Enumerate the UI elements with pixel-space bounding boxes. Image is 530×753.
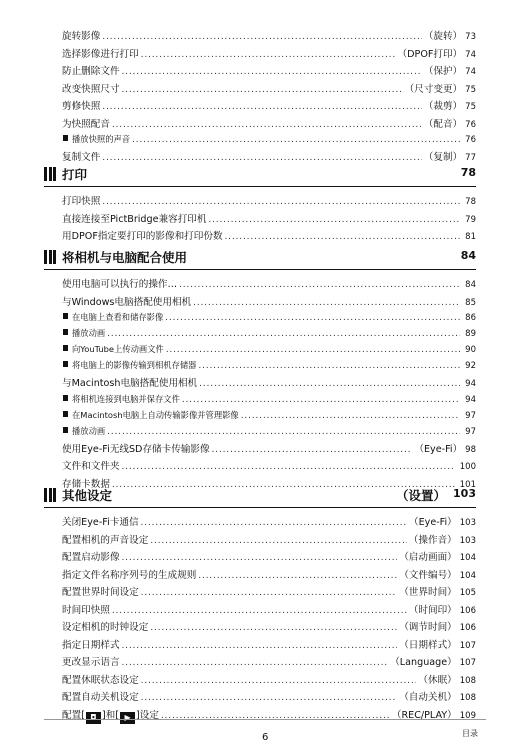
entry-menu-key: （保护） bbox=[423, 66, 463, 77]
entry-title: 播放快照的声音 bbox=[62, 133, 130, 145]
entry-page: 107 bbox=[459, 658, 476, 668]
entry-menu-key: （休眠） bbox=[418, 674, 457, 686]
entry-title: 配置相机的声音设定 bbox=[62, 534, 149, 546]
entry-title: 用DPOF指定要打印的影像和打印份数 bbox=[62, 231, 223, 242]
toc-entry[interactable] bbox=[62, 393, 476, 409]
entry-page: 97 bbox=[465, 426, 476, 437]
entry-page: 74 bbox=[465, 67, 476, 77]
dot-leader bbox=[225, 232, 461, 242]
dot-leader bbox=[122, 553, 398, 563]
toc-entry[interactable] bbox=[62, 602, 476, 620]
entry-page: 86 bbox=[465, 313, 476, 323]
entry-menu-key: （Eye-Fi） bbox=[414, 443, 463, 455]
dot-leader bbox=[122, 85, 403, 95]
toc-entry[interactable] bbox=[62, 327, 476, 343]
section-bar-icon bbox=[44, 488, 56, 502]
dot-leader bbox=[122, 67, 422, 77]
entry-page: 85 bbox=[465, 297, 476, 308]
dot-leader bbox=[122, 641, 398, 651]
entry-page: 106 bbox=[459, 623, 476, 633]
toc-entry[interactable] bbox=[62, 294, 476, 312]
entry-page: 108 bbox=[459, 693, 476, 703]
toc-entry[interactable] bbox=[62, 375, 476, 393]
entry-title: 复制文件 bbox=[62, 152, 101, 163]
toc-entry[interactable] bbox=[62, 689, 476, 707]
entry-page: 106 bbox=[459, 605, 476, 616]
dot-leader bbox=[141, 50, 396, 60]
toc-entry[interactable] bbox=[62, 133, 476, 149]
toc-entry[interactable] bbox=[62, 532, 476, 550]
section-title: 打印 bbox=[62, 167, 88, 182]
entry-title: 配置世界时间设定 bbox=[62, 587, 139, 598]
entry-title: 在Macintosh电脑上自动传输影像并管理影像 bbox=[62, 409, 239, 421]
entry-title: 关闭Eye-Fi卡通信 bbox=[62, 517, 139, 528]
entry-page: 103 bbox=[459, 535, 476, 546]
entry-menu-key: （Language） bbox=[390, 657, 457, 668]
entry-menu-key: （时间印） bbox=[408, 604, 457, 616]
dot-leader bbox=[141, 518, 407, 528]
dot-leader bbox=[193, 298, 460, 308]
dot-leader bbox=[198, 361, 460, 371]
section-title: 将相机与电脑配合使用 bbox=[62, 250, 188, 265]
toc-entry[interactable] bbox=[62, 567, 476, 585]
entry-menu-key: （Eye-Fi） bbox=[408, 517, 457, 528]
entry-menu-key: （操作音） bbox=[408, 534, 457, 546]
entry-page: 107 bbox=[459, 640, 476, 651]
entry-menu-key: （世界时间） bbox=[399, 587, 457, 598]
toc-entry[interactable] bbox=[62, 28, 476, 46]
entry-menu-key: （REC/PLAY） bbox=[391, 709, 457, 721]
dot-leader bbox=[198, 571, 397, 581]
toc-block-computer bbox=[62, 276, 476, 493]
entry-title: 与Windows电脑搭配使用相机 bbox=[62, 296, 192, 308]
entry-page: 84 bbox=[465, 280, 476, 290]
section-page[interactable]: 78 bbox=[460, 166, 476, 179]
entry-title: 播放动画 bbox=[62, 327, 105, 339]
entry-title: 与Macintosh电脑搭配使用相机 bbox=[62, 378, 198, 389]
entry-page: 108 bbox=[459, 675, 476, 686]
entry-menu-key: （启动画面） bbox=[399, 552, 457, 563]
entry-title: 旋转影像 bbox=[62, 31, 101, 42]
footer-divider bbox=[44, 719, 486, 720]
dot-leader bbox=[165, 313, 460, 323]
toc-entry[interactable] bbox=[62, 63, 476, 81]
section-bar-icon bbox=[44, 250, 56, 264]
entry-title: 直接连接至PictBridge兼容打印机 bbox=[62, 213, 207, 225]
toc-entry[interactable] bbox=[62, 672, 476, 690]
dot-leader bbox=[122, 462, 455, 472]
entry-title: 配置休眠状态设定 bbox=[62, 674, 139, 686]
entry-page: 81 bbox=[465, 232, 476, 242]
dot-leader bbox=[166, 345, 460, 355]
play-icon: ▶ bbox=[120, 712, 135, 724]
dot-leader bbox=[141, 588, 397, 598]
section-header-settings bbox=[44, 485, 476, 508]
entry-title: 将相机连接到电脑并保存文件 bbox=[62, 393, 180, 405]
toc-entry[interactable] bbox=[62, 458, 476, 476]
entry-title: 配置启动影像 bbox=[62, 552, 120, 563]
toc-entry[interactable] bbox=[62, 343, 476, 359]
toc-entry[interactable] bbox=[62, 441, 476, 459]
entry-page: 73 bbox=[465, 32, 476, 42]
entry-title: 在电脑上查看和储存影像 bbox=[62, 311, 163, 323]
toc-entry[interactable] bbox=[62, 228, 476, 246]
entry-page: 90 bbox=[465, 345, 476, 355]
entry-title: 指定文件名称序列号的生成规则 bbox=[62, 569, 197, 581]
entry-menu-key: （调节时间） bbox=[399, 622, 457, 633]
toc-entry[interactable] bbox=[62, 549, 476, 567]
toc-entry[interactable] bbox=[62, 514, 476, 532]
entry-title: 选择影像进行打印 bbox=[62, 48, 139, 60]
entry-page: 104 bbox=[459, 570, 476, 581]
entry-page: 89 bbox=[465, 329, 476, 339]
entry-page: 77 bbox=[465, 153, 476, 163]
entry-page: 78 bbox=[465, 197, 476, 207]
entry-title: 防止删除文件 bbox=[62, 66, 120, 77]
entry-menu-key: （配音） bbox=[423, 118, 463, 130]
entry-title: 使用电脑可以执行的操作… bbox=[62, 279, 178, 290]
entry-title: 文件和文件夹 bbox=[62, 461, 120, 472]
entry-menu-key: （日期样式） bbox=[399, 639, 457, 651]
dot-leader bbox=[241, 411, 460, 421]
entry-menu-key: （文件编号） bbox=[399, 569, 457, 581]
toc-entry[interactable] bbox=[62, 425, 476, 441]
entry-title: 配置自动关机设定 bbox=[62, 692, 139, 703]
dot-leader bbox=[209, 215, 461, 225]
entry-page: 94 bbox=[465, 394, 476, 405]
entry-title: 改变快照尺寸 bbox=[62, 83, 120, 95]
entry-page: 92 bbox=[465, 361, 476, 371]
entry-page: 94 bbox=[465, 379, 476, 389]
toc-entry[interactable] bbox=[62, 46, 476, 64]
toc-entry[interactable] bbox=[62, 584, 476, 602]
entry-page: 79 bbox=[465, 214, 476, 225]
dot-leader bbox=[102, 153, 421, 163]
entry-title: 为快照配音 bbox=[62, 118, 110, 130]
entry-menu-key: （裁剪） bbox=[423, 101, 463, 112]
toc-entry[interactable] bbox=[62, 311, 476, 327]
dot-leader bbox=[122, 658, 389, 668]
toc-entry[interactable] bbox=[62, 637, 476, 655]
toc-entry[interactable] bbox=[62, 116, 476, 134]
toc-block-settings bbox=[62, 514, 476, 724]
toc-entry[interactable] bbox=[62, 619, 476, 637]
dot-leader bbox=[150, 536, 406, 546]
page-number: 6 bbox=[262, 732, 269, 743]
toc-entry[interactable] bbox=[62, 211, 476, 229]
entry-title: 时间印快照 bbox=[62, 604, 110, 616]
dot-leader bbox=[102, 102, 421, 112]
entry-page: 74 bbox=[465, 49, 476, 60]
section-header-computer bbox=[44, 247, 476, 270]
entry-title: 配置[ ◘ ]和[ ▶ ]设定 bbox=[62, 709, 159, 722]
toc-entry[interactable] bbox=[62, 193, 476, 211]
toc-block-printing bbox=[62, 193, 476, 246]
dot-leader bbox=[102, 32, 421, 42]
section-header-printing bbox=[44, 164, 476, 187]
dot-leader bbox=[102, 197, 460, 207]
entry-title: 使用Eye-Fi无线SD存储卡传输影像 bbox=[62, 443, 210, 455]
toc-link[interactable]: 目录 bbox=[462, 729, 478, 738]
section-bar-icon bbox=[44, 167, 56, 181]
dot-leader bbox=[141, 693, 397, 703]
dot-leader bbox=[112, 606, 407, 616]
entry-menu-key: （DPOF打印） bbox=[397, 48, 463, 60]
entry-page: 103 bbox=[459, 518, 476, 528]
dot-leader bbox=[132, 135, 460, 145]
toc-entry[interactable] bbox=[62, 98, 476, 116]
toc-entry[interactable] bbox=[62, 707, 476, 725]
dot-leader bbox=[212, 445, 413, 455]
entry-page: 75 bbox=[465, 102, 476, 112]
entry-menu-key: （尺寸变更） bbox=[404, 83, 463, 95]
entry-page: 76 bbox=[465, 135, 476, 145]
toc-entry[interactable] bbox=[62, 359, 476, 375]
entry-page: 109 bbox=[459, 710, 476, 721]
entry-title: 剪修快照 bbox=[62, 101, 101, 112]
section-subtitle: （设置） bbox=[395, 488, 446, 503]
dot-leader bbox=[179, 280, 460, 290]
toc-entry[interactable] bbox=[62, 409, 476, 425]
toc-entry[interactable] bbox=[62, 81, 476, 99]
entry-page: 104 bbox=[459, 553, 476, 563]
dot-leader bbox=[150, 623, 397, 633]
entry-page: 76 bbox=[465, 119, 476, 130]
dot-leader bbox=[199, 379, 460, 389]
entry-page: 75 bbox=[465, 84, 476, 95]
section-page[interactable]: 84 bbox=[460, 249, 476, 262]
dot-leader bbox=[107, 427, 460, 437]
entry-title: 指定日期样式 bbox=[62, 639, 120, 651]
entry-page: 105 bbox=[459, 588, 476, 598]
entry-title: 向YouTube上传动画文件 bbox=[62, 343, 164, 355]
dot-leader bbox=[112, 120, 422, 130]
toc-entry[interactable] bbox=[62, 654, 476, 672]
entry-title: 更改显示语言 bbox=[62, 657, 120, 668]
section-title: 其他设定 bbox=[62, 488, 113, 503]
entry-title: 设定相机的时钟设定 bbox=[62, 622, 149, 633]
entry-page: 98 bbox=[465, 444, 476, 455]
entry-menu-key: （旋转） bbox=[423, 31, 463, 42]
entry-menu-key: （自动关机） bbox=[399, 692, 457, 703]
entry-title: 打印快照 bbox=[62, 196, 101, 207]
dot-leader bbox=[141, 676, 417, 686]
entry-title: 播放动画 bbox=[62, 425, 105, 437]
camera-icon: ◘ bbox=[86, 712, 101, 724]
entry-page: 100 bbox=[459, 462, 476, 472]
dot-leader bbox=[107, 329, 460, 339]
entry-page: 97 bbox=[465, 410, 476, 421]
toc-entry[interactable] bbox=[62, 276, 476, 294]
dot-leader bbox=[182, 395, 460, 405]
entry-menu-key: （复制） bbox=[423, 152, 463, 163]
entry-page: 101 bbox=[459, 479, 476, 490]
entry-title: 将电脑上的影像传输到相机存储器 bbox=[62, 359, 196, 371]
section-page[interactable]: 103 bbox=[453, 487, 476, 500]
entry-title: 存储卡数据 bbox=[62, 478, 110, 490]
toc-block-image-editing bbox=[62, 28, 476, 167]
